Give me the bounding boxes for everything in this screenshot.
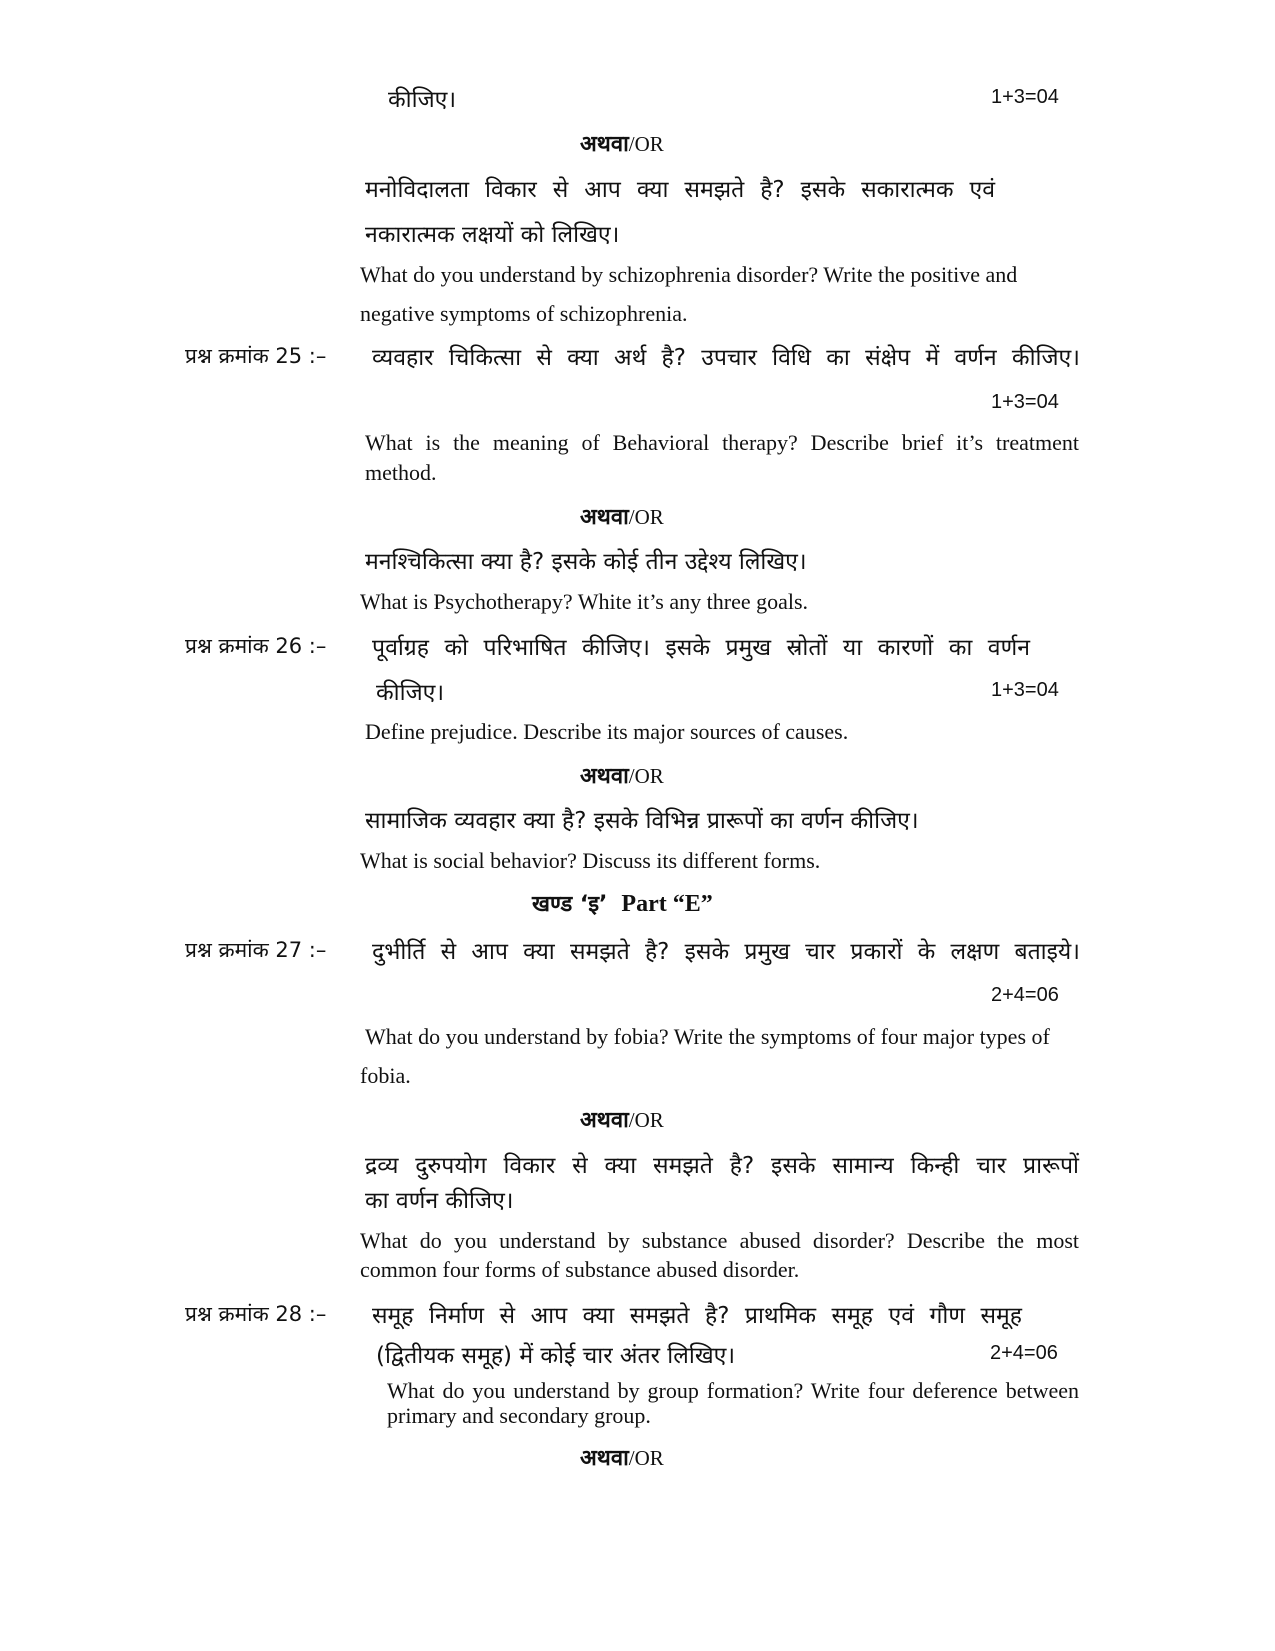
q28-hindi-line1: समूह निर्माण से आप क्या समझते है? प्राथमिक समूह एवं गौण समूह	[372, 1303, 1022, 1329]
q26-hindi-line1: पूर्वाग्रह को परिभाषित कीजिए। इसके प्रमुख स्रोतों या कारणों का वर्णन	[372, 635, 1030, 661]
or-hindi: अथवा	[580, 1108, 629, 1133]
q26-hindi-line2: कीजिए।	[376, 680, 445, 706]
q27-alt-hindi-line2: का वर्णन कीजिए।	[365, 1188, 514, 1214]
q24-alt-hindi-line2: नकारात्मक लक्षयों को लिखिए।	[365, 222, 620, 248]
q25-alt-english: What is Psychotherapy? White it’s any three goals.	[360, 589, 809, 614]
or-divider	[580, 1104, 664, 1134]
section-english: Part “E”	[621, 891, 713, 917]
section-hindi: खण्ड ‘इ’	[532, 892, 608, 917]
or-hindi: अथवा	[580, 132, 629, 157]
q24-alt-hindi-line1: मनोविदालता विकार से आप क्या समझते है? इसके सकारात्मक एवं	[365, 177, 995, 203]
or-divider	[580, 760, 664, 790]
or-hindi: अथवा	[580, 764, 629, 789]
q28-marks: 2+4=06	[990, 1342, 1058, 1364]
q24-alt-english-line2: negative symptoms of schizophrenia.	[360, 301, 688, 326]
q25-english-line2: method.	[365, 460, 437, 485]
q26-english: Define prejudice. Describe its major sources of causes.	[365, 719, 849, 744]
q27-alt-english-line1: What do you understand by substance abused disorder? Describe the most	[360, 1228, 1079, 1253]
q28-hindi-line2: (द्वितीयक समूह) में कोई चार अंतर लिखिए।	[376, 1343, 736, 1369]
or-english: /OR	[628, 1108, 664, 1132]
q25-hindi: व्यवहार चिकित्सा से क्या अर्थ है? उपचार विधि का संक्षेप में वर्णन कीजिए।	[372, 345, 1080, 371]
or-english: /OR	[628, 132, 664, 156]
or-divider	[580, 128, 664, 158]
q28-label: प्रश्न क्रमांक 28 :–	[185, 1302, 327, 1326]
q27-english-line1: What do you understand by fobia? Write the symptoms of four major types of	[365, 1024, 1050, 1049]
q24-hindi-tail: कीजिए।	[388, 87, 457, 113]
q24-marks: 1+3=04	[991, 86, 1059, 108]
or-english: /OR	[628, 1446, 664, 1470]
q26-alt-english: What is social behavior? Discuss its different forms.	[360, 848, 821, 873]
q25-english-line1: What is the meaning of Behavioral therapy? Describe brief it’s treatment	[365, 430, 1079, 455]
q27-alt-hindi-line1: द्रव्य दुरुपयोग विकार से क्या समझते है? इसके सामान्य किन्ही चार प्रारूपों	[365, 1153, 1079, 1179]
or-english: /OR	[628, 764, 664, 788]
q26-label: प्रश्न क्रमांक 26 :–	[185, 634, 327, 658]
or-hindi: अथवा	[580, 505, 629, 530]
or-english: /OR	[628, 505, 664, 529]
q27-alt-english-line2: common four forms of substance abused disorder.	[360, 1257, 800, 1282]
q25-label: प्रश्न क्रमांक 25 :–	[185, 344, 327, 368]
q26-marks: 1+3=04	[991, 679, 1059, 701]
q28-english-line2: primary and secondary group.	[387, 1403, 651, 1428]
q25-alt-hindi: मनश्चिकित्सा क्या है? इसके कोई तीन उद्देश्य लिखिए।	[365, 549, 807, 575]
q27-hindi: दुभीर्ति से आप क्या समझते है? इसके प्रमुख चार प्रकारों के लक्षण बताइये।	[372, 939, 1080, 965]
q27-english-line2: fobia.	[360, 1063, 411, 1088]
q25-marks: 1+3=04	[991, 391, 1059, 413]
or-divider	[580, 1442, 664, 1472]
q24-alt-english-line1: What do you understand by schizophrenia disorder? Write the positive and	[360, 262, 1018, 287]
section-heading	[532, 888, 713, 918]
or-divider	[580, 501, 664, 531]
q26-alt-hindi: सामाजिक व्यवहार क्या है? इसके विभिन्न प्रारूपों का वर्णन कीजिए।	[365, 808, 919, 834]
q27-marks: 2+4=06	[991, 984, 1059, 1006]
q27-label: प्रश्न क्रमांक 27 :–	[185, 938, 327, 962]
q28-english-line1: What do you understand by group formation? Write four deference between	[387, 1378, 1079, 1403]
or-hindi: अथवा	[580, 1446, 629, 1471]
